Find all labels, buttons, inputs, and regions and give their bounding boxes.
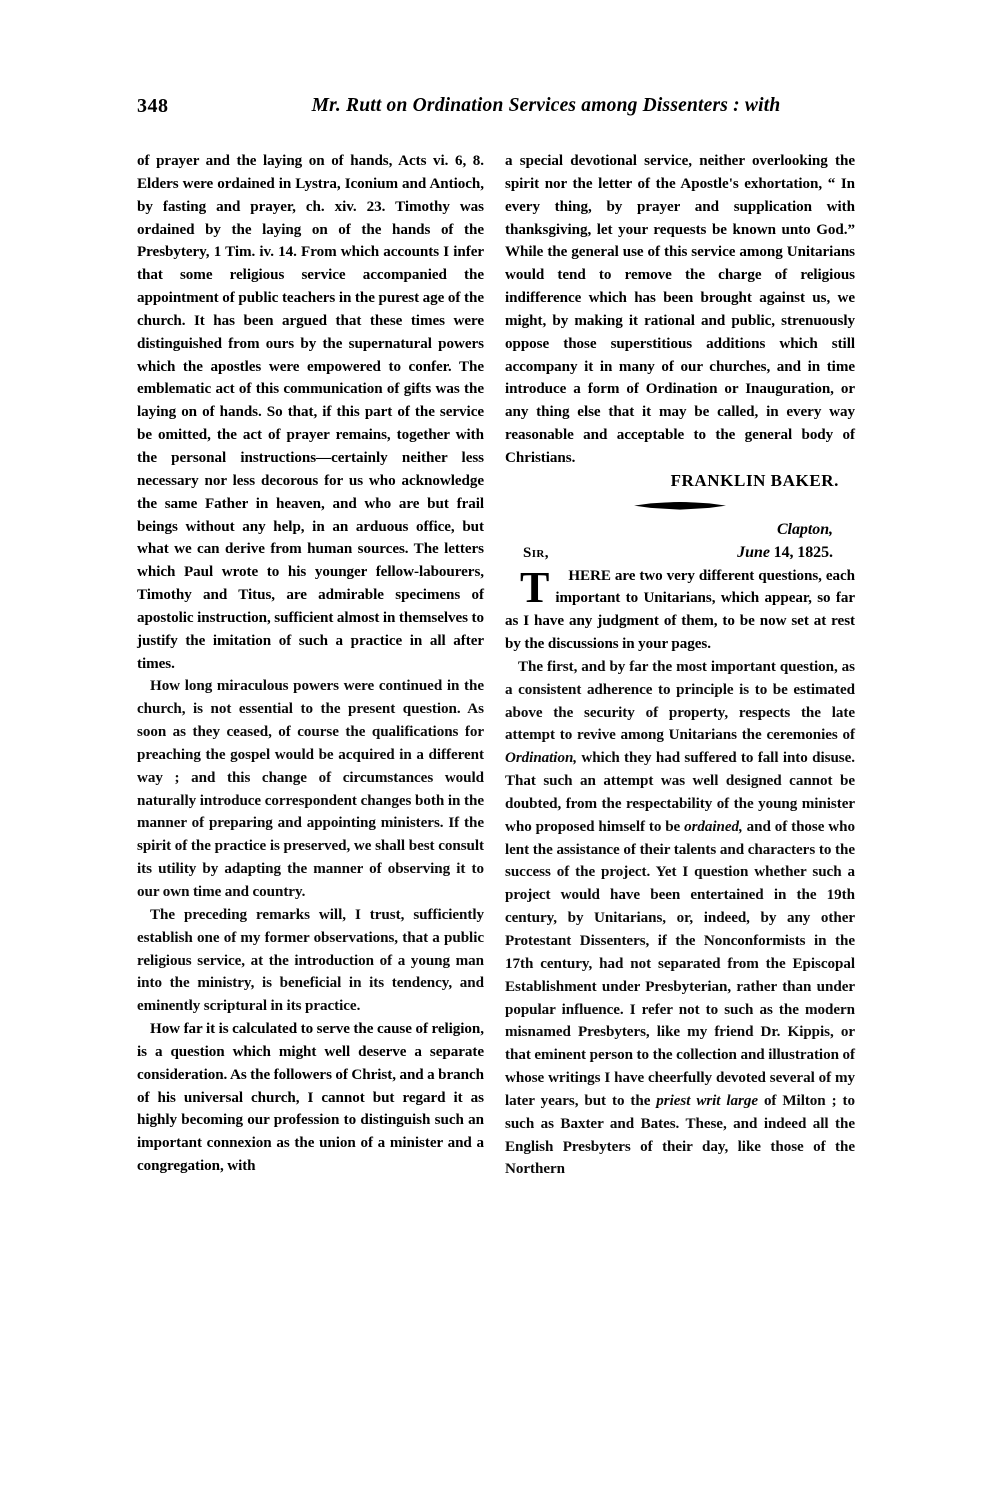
paragraph <box>505 656 855 1181</box>
paragraph: a special devotional service, neither overlooking the spirit nor the letter of the Apostle's exhortation, “ In every thing, by prayer and supplication with thanksgiving, let your requests be known unto God.” While the general use of this service among Unitarians would tend to remove the charge of religious indifference which has been brought against us, we might, by making it rational and public, strenuously oppose those superstitious additions which still accompany it in many of our churches, and in time introduce a form of Ordination or Inauguration, or any thing else that it may be called, in every way reasonable and acceptable to the general body of Christians. <box>505 153 855 466</box>
emphasised-text: Ordination, <box>505 750 578 767</box>
salutation-row <box>505 542 855 565</box>
drop-cap: T <box>520 562 550 612</box>
body-text: The first, and by far the most important question, as a consistent adherence to principle is to be estimated above the security of property, respects the late attempt to revive among Unitarians the ceremonies of <box>505 658 855 744</box>
paragraph: of prayer and the laying on of hands, Acts vi. 6, 8. Elders were ordained in Lystra, Iconium and Antioch, by fasting and prayer, ch. xiv. 23. Timothy was ordained by the laying on of the hands of the Presbytery, 1 Tim. iv. 14. From which accounts I infer that some religious service accompanied the appointment of public teachers in the purest age of the church. It has been argued that these times were distinguished from ours by the supernatural powers which the apostles were empowered to confer. The emblematic act of this communication of gifts was the laying on of hands. So that, if this part of the service be omitted, the act of prayer remains, together with the personal instructions—certainly neither less necessary nor less decorous for us who acknowledge the same Father in heaven, and who are but frail beings without any help, in an arduous office, but what we can derive from human sources. The letters which Paul wrote to his younger fellow-labourers, Timothy and Titus, are admirable specimens of apostolic instruction, sufficient almost in themselves to justify the imitation of such a practice in all after times. <box>137 153 484 672</box>
ornamental-rule <box>505 493 855 519</box>
running-head-title: Mr. Rutt on Ordination Services among Dissenters : with <box>311 95 781 116</box>
paragraph: The preceding remarks will, I trust, sufficiently establish one of my former observations, that a public religious service, at the introduction of a young man into the ministry, is beneficial in its tendency, and eminently scriptural in its practice. <box>137 906 484 1015</box>
dateline <box>737 542 833 565</box>
emphasised-text: priest writ large <box>656 1092 758 1109</box>
body-text: which they had suffered to fall into disuse. That such an attempt was well designed cannot be doubted, from the respectability of the young minister who proposed himself to be <box>505 750 855 835</box>
dateline-day-year: 14, 1825. <box>773 543 833 561</box>
paragraph: How far it is calculated to serve the cause of religion, is a question which might well deserve a separate consideration. As the followers of Christ, and a branch of his universal church, I cannot but regard it as highly becoming our profession to distinguish such an important connexion as the union of a minister and a congregation, with <box>137 1021 485 1175</box>
running-head <box>137 95 867 125</box>
page-number: 348 <box>137 95 169 117</box>
letter-opening-paragraph <box>505 562 855 656</box>
dateline-month: June <box>737 543 770 561</box>
article-signature: FRANKLIN BAKER. <box>670 470 839 490</box>
body-text: of Milton ; to such as Baxter and Bates. These, and indeed all the English Presbyters of their day, like those of the Northern <box>505 1092 855 1178</box>
paragraph: How long miraculous powers were continued in the church, is not essential to the present question. As soon as they ceased, of course the qualifications for preaching the gospel would be acquired in a different way ; and this change of circumstances would naturally introduce correspondent changes both in the manner of preparing and appointing ministers. If the spirit of the practice is preserved, we shall best consult its utility by adapting the manner of observing it to our own time and country. <box>137 678 484 900</box>
letter-opening-text: HERE are two very different questions, each important to Unitarians, which appear, so far as I have any judgment of them, to be now set at rest by the discussions in your pages. <box>505 567 855 653</box>
body-text: and of those who lent the assistance of their talents and characters to the success of the project. Yet I question whether such a project would have been entertained in the 19th century, by Unitarians, or, indeed, by any other Protestant Dissenters, if the Nonconformists in the 17th century, had not separated from the Episcopal Establishment under Presbyterian, rather than under popular influence. I refer not to such as the modern misnamed Presbyters, like my friend Dr. Kippis, or that eminent person to the collection and illustration of whose writings I have cheerfully devoted several of my later years, but to the <box>505 818 855 1109</box>
column-right <box>505 150 855 1181</box>
salutation: Sir, <box>523 544 549 561</box>
column-left <box>137 150 484 1178</box>
spindle-rule-icon <box>634 502 726 510</box>
emphasised-text: ordained, <box>684 818 743 835</box>
place-line: Clapton, <box>776 520 833 538</box>
